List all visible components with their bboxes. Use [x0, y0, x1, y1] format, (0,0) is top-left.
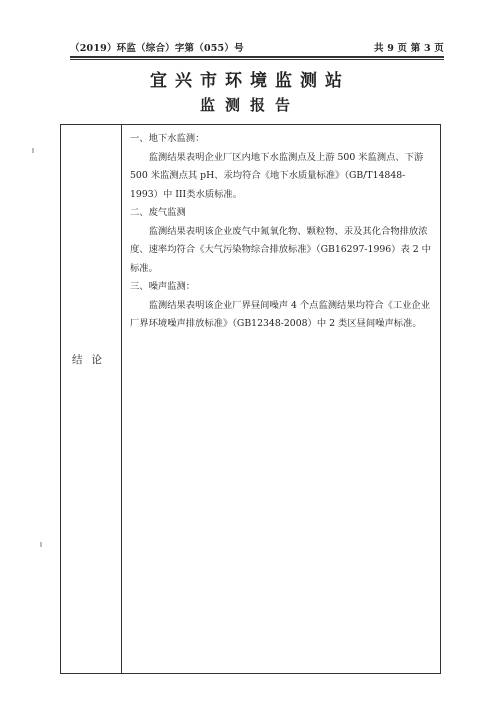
section-body-groundwater: 监测结果表明企业厂区内地下水监测点及上游 500 米监测点、下游 500 米监测点其 pH、汞均符合《地下水质量标准》（GB/T14848-1993）中 III类水质标准。	[130, 151, 424, 200]
page-indicator: 共 9 页 第 3 页	[374, 43, 444, 54]
section-body-noise: 监测结果表明该企业厂界昼间噪声 4 个点监测结果均符合《工业企业厂界环境噪声排放标准》（GB12348-2008）中 2 类区昼间噪声标准。	[130, 299, 431, 329]
conclusion-content	[122, 125, 440, 673]
label-column	[61, 125, 122, 673]
header-rule-thick	[70, 56, 444, 58]
conclusion-label: 结论	[72, 354, 111, 366]
section-title-exhaust-gas: 二、废气监测	[130, 207, 186, 218]
report-title: 监测报告	[199, 96, 300, 114]
document-number: （2019）环监（综合）字第（055）号	[70, 43, 244, 54]
section-body-exhaust-gas: 监测结果表明该企业废气中氮氧化物、颗粒物、汞及其化合物排放浓度、速率均符合《大气污染物综合排放标准》（GB16297-1996）表 2 中标准。	[130, 225, 431, 274]
organization-title: 宜兴市环境监测站	[150, 71, 350, 91]
scan-speck	[40, 542, 42, 547]
scan-speck	[32, 148, 34, 153]
conclusion-table	[60, 124, 441, 674]
section-title-noise: 三、噪声监测：	[130, 281, 196, 292]
header-rule-thin	[70, 59, 444, 60]
section-title-groundwater: 一、地下水监测：	[130, 133, 205, 144]
